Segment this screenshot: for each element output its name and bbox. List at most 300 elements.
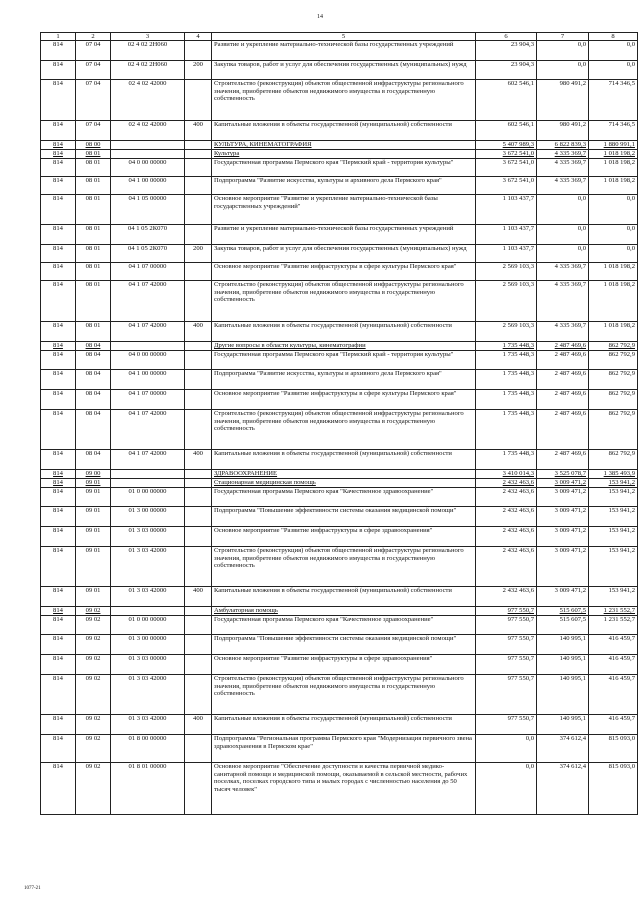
table-cell: 4 335 369,7 — [537, 177, 589, 195]
table-cell: 814 — [41, 470, 76, 479]
table-cell: Строительство (реконструкция) объектов общественной инфраструктуры регионального значения, приобретение объектов недвижимого имущества в государственную собственность — [212, 675, 476, 715]
table-cell: 814 — [41, 351, 76, 370]
table-cell: 1 735 448,3 — [476, 370, 537, 390]
table-cell: 814 — [41, 607, 76, 616]
table-cell: 862 792,9 — [589, 410, 638, 450]
table-row — [41, 177, 638, 195]
table-cell: 2 487 469,6 — [537, 342, 589, 351]
table-cell: 3 672 541,0 — [476, 177, 537, 195]
table-cell: 814 — [41, 177, 76, 195]
table-cell — [111, 470, 185, 479]
table-cell: 153 941,2 — [589, 527, 638, 547]
table-cell: 814 — [41, 195, 76, 225]
table-row — [41, 61, 638, 80]
table-cell: 4 335 369,7 — [537, 281, 589, 322]
table-cell: Подпрограмма "Развитие искусства, культуры и архивного дела Пермского края" — [212, 370, 476, 390]
table-cell — [185, 607, 212, 616]
table-cell: 2 487 469,6 — [537, 351, 589, 370]
table-cell — [185, 41, 212, 61]
table-cell: 01 8 00 00000 — [111, 735, 185, 763]
table-row — [41, 635, 638, 655]
table-cell: 416 459,7 — [589, 675, 638, 715]
table-cell: 01 0 00 00000 — [111, 616, 185, 635]
table-cell — [185, 735, 212, 763]
table-cell — [185, 141, 212, 150]
table-cell: 515 607,5 — [537, 616, 589, 635]
table-row — [41, 547, 638, 587]
table-cell: 515 607,5 — [537, 607, 589, 616]
table-cell — [185, 150, 212, 159]
table-row — [41, 675, 638, 715]
table-cell — [111, 607, 185, 616]
table-row — [41, 735, 638, 763]
table-cell: 2 487 469,6 — [537, 370, 589, 390]
table-cell: 01 0 00 00000 — [111, 488, 185, 507]
table-cell: 01 3 03 42000 — [111, 715, 185, 735]
table-cell: Строительство (реконструкция) объектов общественной инфраструктуры регионального значения, приобретение объектов недвижимого имущества в государственную собственность — [212, 281, 476, 322]
table-row — [41, 607, 638, 616]
table-cell — [185, 351, 212, 370]
table-cell: 3 410 014,3 — [476, 470, 537, 479]
table-cell: 1 103 437,7 — [476, 225, 537, 245]
table-cell: 140 995,1 — [537, 655, 589, 675]
table-cell: 09 01 — [76, 479, 111, 488]
table-cell: 1 385 493,9 — [589, 470, 638, 479]
table-cell: 23 904,3 — [476, 61, 537, 80]
table-row — [41, 587, 638, 607]
table-cell: 400 — [185, 450, 212, 470]
table-cell: 862 792,9 — [589, 342, 638, 351]
table-cell: 09 01 — [76, 527, 111, 547]
table-cell: 814 — [41, 263, 76, 281]
table-cell: 08 00 — [76, 141, 111, 150]
table-cell: 3 672 541,0 — [476, 150, 537, 159]
table-cell: 977 550,7 — [476, 616, 537, 635]
table-cell: 1 735 448,3 — [476, 351, 537, 370]
table-cell: 04 1 00 00000 — [111, 370, 185, 390]
table-cell — [111, 479, 185, 488]
table-cell: 08 04 — [76, 450, 111, 470]
table-cell: 2 569 103,3 — [476, 322, 537, 342]
table-cell: 0,0 — [589, 61, 638, 80]
table-cell: 08 01 — [76, 281, 111, 322]
table-cell: 814 — [41, 150, 76, 159]
table-cell: 04 1 07 42000 — [111, 322, 185, 342]
table-cell: Основное мероприятие "Обеспечение доступности и качества первичной медико-санитарной помощи и медицинской помощи, оказываемой в сельской местности, рабочих поселках, поселках городского типа и малых городах с численностью населения до 50 тысяч человек" — [212, 763, 476, 815]
table-cell — [185, 159, 212, 177]
table-cell: 09 02 — [76, 655, 111, 675]
table-cell: 140 995,1 — [537, 675, 589, 715]
header-row — [41, 33, 638, 41]
table-cell: 5 407 989,3 — [476, 141, 537, 150]
table-cell — [185, 479, 212, 488]
table-cell — [185, 410, 212, 450]
table-cell: 2 487 469,6 — [537, 450, 589, 470]
table-cell: 09 02 — [76, 635, 111, 655]
table-row — [41, 410, 638, 450]
table-cell: 814 — [41, 735, 76, 763]
table-cell: Развитие и укрепление материально-технической базы государственных учреждений — [212, 225, 476, 245]
table-row — [41, 245, 638, 263]
table-cell — [185, 195, 212, 225]
table-cell — [185, 763, 212, 815]
table-cell: 815 093,0 — [589, 735, 638, 763]
table-cell: 04 0 00 00000 — [111, 351, 185, 370]
table-row — [41, 41, 638, 61]
table-cell: 01 8 01 00000 — [111, 763, 185, 815]
table-cell: 3 009 471,2 — [537, 479, 589, 488]
table-cell: Другие вопросы в области культуры, кинематографии — [212, 342, 476, 351]
table-cell: 07 04 — [76, 80, 111, 121]
table-cell: 0,0 — [537, 225, 589, 245]
table-cell: Государственная программа Пермского края "Качественное здравоохранение" — [212, 616, 476, 635]
header-cell: 5 — [212, 33, 476, 41]
table-cell: 814 — [41, 547, 76, 587]
table-cell — [185, 527, 212, 547]
table-cell: 08 04 — [76, 342, 111, 351]
table-row — [41, 263, 638, 281]
table-cell: 04 1 07 42000 — [111, 410, 185, 450]
table-cell: 814 — [41, 121, 76, 141]
table-cell: 1 735 448,3 — [476, 450, 537, 470]
table-cell: Государственная программа Пермского края "Качественное здравоохранение" — [212, 488, 476, 507]
table-cell: 01 3 03 42000 — [111, 587, 185, 607]
table-cell: 3 525 078,7 — [537, 470, 589, 479]
table-cell: 400 — [185, 322, 212, 342]
table-cell: 2 432 463,6 — [476, 479, 537, 488]
table-cell: 814 — [41, 410, 76, 450]
table-cell: 09 01 — [76, 547, 111, 587]
table-cell — [185, 616, 212, 635]
table-cell: Строительство (реконструкция) объектов общественной инфраструктуры регионального значения, приобретение объектов недвижимого имущества в государственную собственность — [212, 80, 476, 121]
table-row — [41, 655, 638, 675]
table-cell: 1 103 437,7 — [476, 245, 537, 263]
table-cell: 814 — [41, 159, 76, 177]
header-cell: 1 — [41, 33, 76, 41]
table-cell — [185, 655, 212, 675]
table-cell: 04 1 07 00000 — [111, 263, 185, 281]
table-row — [41, 141, 638, 150]
table-cell: Капитальные вложения в объекты государственной (муниципальной) собственности — [212, 322, 476, 342]
table-cell: 0,0 — [589, 245, 638, 263]
table-cell: 153 941,2 — [589, 547, 638, 587]
table-cell: 09 02 — [76, 675, 111, 715]
table-cell: Стационарная медицинская помощь — [212, 479, 476, 488]
table-cell: 714 346,5 — [589, 121, 638, 141]
table-cell: 815 093,0 — [589, 763, 638, 815]
table-cell: 09 01 — [76, 507, 111, 527]
table-cell: 153 941,2 — [589, 507, 638, 527]
table-cell: Развитие и укрепление материально-технической базы государственных учреждений — [212, 41, 476, 61]
table-cell: 862 792,9 — [589, 370, 638, 390]
table-cell: 0,0 — [537, 41, 589, 61]
table-cell: 08 01 — [76, 263, 111, 281]
table-cell: 1 018 198,2 — [589, 150, 638, 159]
table-cell: 814 — [41, 342, 76, 351]
header-cell: 8 — [589, 33, 638, 41]
table-cell: Основное мероприятие "Развитие инфраструктуры в сфере здравоохранения" — [212, 527, 476, 547]
table-cell: 01 3 03 42000 — [111, 675, 185, 715]
table-cell: 153 941,2 — [589, 488, 638, 507]
table-cell: 814 — [41, 479, 76, 488]
table-cell: Подпрограмма "Повышение эффективности системы оказания медицинской помощи" — [212, 507, 476, 527]
table-cell: 4 335 369,7 — [537, 322, 589, 342]
table-cell: Капитальные вложения в объекты государственной (муниципальной) собственности — [212, 450, 476, 470]
table-cell: 01 3 03 00000 — [111, 655, 185, 675]
table-row — [41, 479, 638, 488]
table-cell: 08 04 — [76, 390, 111, 410]
table-cell: 09 02 — [76, 763, 111, 815]
table-cell: 08 04 — [76, 351, 111, 370]
table-cell: 977 550,7 — [476, 635, 537, 655]
table-cell — [185, 225, 212, 245]
header-cell: 3 — [111, 33, 185, 41]
table-cell — [185, 470, 212, 479]
table-cell: 977 550,7 — [476, 607, 537, 616]
table-cell — [185, 635, 212, 655]
table-cell: 200 — [185, 245, 212, 263]
table-cell: 0,0 — [589, 195, 638, 225]
table-cell: 602 546,1 — [476, 80, 537, 121]
table-cell: 814 — [41, 715, 76, 735]
table-cell: 08 04 — [76, 370, 111, 390]
table-cell: 416 459,7 — [589, 715, 638, 735]
table-cell: 814 — [41, 322, 76, 342]
table-cell: 02 4 02 42000 — [111, 121, 185, 141]
table-cell: 1 735 448,3 — [476, 342, 537, 351]
table-cell: 814 — [41, 245, 76, 263]
table-cell: 04 1 00 00000 — [111, 177, 185, 195]
table-cell: 0,0 — [537, 195, 589, 225]
budget-table — [40, 32, 638, 815]
table-cell: 4 335 369,7 — [537, 159, 589, 177]
table-cell: 814 — [41, 655, 76, 675]
table-cell: 2 432 463,6 — [476, 587, 537, 607]
table-cell: 2 432 463,6 — [476, 488, 537, 507]
table-cell: Основное мероприятие "Развитие инфраструктуры в сфере культуры Пермского края" — [212, 390, 476, 410]
table-cell: 977 550,7 — [476, 675, 537, 715]
table-cell: 2 487 469,6 — [537, 410, 589, 450]
table-cell: 0,0 — [589, 225, 638, 245]
table-cell: 4 335 369,7 — [537, 150, 589, 159]
table-cell: 814 — [41, 225, 76, 245]
table-cell: 140 995,1 — [537, 715, 589, 735]
table-cell: Основное мероприятие "Развитие инфраструктуры в сфере культуры Пермского края" — [212, 263, 476, 281]
table-cell: 1 231 552,7 — [589, 616, 638, 635]
table-cell: 01 3 03 00000 — [111, 527, 185, 547]
table-cell: 2 432 463,6 — [476, 547, 537, 587]
table-cell: 09 02 — [76, 715, 111, 735]
table-cell: 814 — [41, 141, 76, 150]
table-cell: Закупка товаров, работ и услуг для обеспечения государственных (муниципальных) нужд — [212, 245, 476, 263]
table-row — [41, 488, 638, 507]
table-cell: 04 1 05 2К070 — [111, 225, 185, 245]
table-cell: 3 009 471,2 — [537, 488, 589, 507]
table-cell: ЗДРАВООХРАНЕНИЕ — [212, 470, 476, 479]
table-cell: 01 3 03 42000 — [111, 547, 185, 587]
table-row — [41, 470, 638, 479]
table-cell: 980 491,2 — [537, 121, 589, 141]
table-cell: 980 491,2 — [537, 80, 589, 121]
table-cell: 977 550,7 — [476, 715, 537, 735]
table-cell: 814 — [41, 488, 76, 507]
table-cell: 09 01 — [76, 488, 111, 507]
table-cell: 714 346,5 — [589, 80, 638, 121]
table-cell: Государственная программа Пермского края "Пермский край - территория культуры" — [212, 351, 476, 370]
table-cell: 1 018 198,2 — [589, 177, 638, 195]
table-cell: 09 01 — [76, 587, 111, 607]
table-cell: 814 — [41, 41, 76, 61]
table-cell — [185, 390, 212, 410]
table-cell: 0,0 — [476, 735, 537, 763]
table-cell: 0,0 — [476, 763, 537, 815]
table-cell — [185, 342, 212, 351]
table-cell: 1 735 448,3 — [476, 390, 537, 410]
table-cell: 3 009 471,2 — [537, 507, 589, 527]
table-cell: 814 — [41, 80, 76, 121]
table-cell: Основное мероприятие "Развитие инфраструктуры в сфере здравоохранения" — [212, 655, 476, 675]
header-cell: 7 — [537, 33, 589, 41]
table-cell: 6 822 839,3 — [537, 141, 589, 150]
table-cell: 4 335 369,7 — [537, 263, 589, 281]
table-cell: 3 009 471,2 — [537, 527, 589, 547]
table-cell: 814 — [41, 675, 76, 715]
table-cell: 02 4 02 42000 — [111, 80, 185, 121]
table-cell — [185, 263, 212, 281]
table-cell: 07 04 — [76, 41, 111, 61]
table-cell — [185, 80, 212, 121]
table-cell: 07 04 — [76, 121, 111, 141]
table-row — [41, 195, 638, 225]
table-cell: 2 487 469,6 — [537, 390, 589, 410]
table-cell: 08 01 — [76, 159, 111, 177]
table-row — [41, 370, 638, 390]
table-cell — [185, 370, 212, 390]
table-cell: 416 459,7 — [589, 655, 638, 675]
table-cell: 01 3 00 00000 — [111, 635, 185, 655]
table-cell: 153 941,2 — [589, 587, 638, 607]
table-row — [41, 527, 638, 547]
table-row — [41, 342, 638, 351]
table-row — [41, 763, 638, 815]
table-cell: Капитальные вложения в объекты государственной (муниципальной) собственности — [212, 587, 476, 607]
table-cell: 814 — [41, 281, 76, 322]
table-cell: 09 02 — [76, 735, 111, 763]
table-cell: 08 01 — [76, 245, 111, 263]
table-cell: 23 904,3 — [476, 41, 537, 61]
table-cell: КУЛЬТУРА, КИНЕМАТОГРАФИЯ — [212, 141, 476, 150]
table-cell: 814 — [41, 635, 76, 655]
table-cell: Подпрограмма "Развитие искусства, культуры и архивного дела Пермского края" — [212, 177, 476, 195]
table-cell: 602 546,1 — [476, 121, 537, 141]
table-row — [41, 715, 638, 735]
table-cell: 08 01 — [76, 322, 111, 342]
table-cell — [185, 177, 212, 195]
table-cell: 04 1 07 00000 — [111, 390, 185, 410]
table-cell: 02 4 02 2Н060 — [111, 61, 185, 80]
table-cell: 1 231 552,7 — [589, 607, 638, 616]
table-cell — [111, 150, 185, 159]
table-cell: 08 01 — [76, 150, 111, 159]
table-cell: 04 0 00 00000 — [111, 159, 185, 177]
header-cell: 2 — [76, 33, 111, 41]
table-cell: 814 — [41, 763, 76, 815]
table-row — [41, 507, 638, 527]
table-cell: 07 04 — [76, 61, 111, 80]
table-cell: 2 432 463,6 — [476, 527, 537, 547]
table-cell: 416 459,7 — [589, 635, 638, 655]
table-cell — [185, 675, 212, 715]
table-cell — [111, 342, 185, 351]
table-cell: 04 1 07 42000 — [111, 281, 185, 322]
table-row — [41, 281, 638, 322]
table-cell: 04 1 05 00000 — [111, 195, 185, 225]
table-cell — [185, 281, 212, 322]
table-cell: 977 550,7 — [476, 655, 537, 675]
table-cell: 1 103 437,7 — [476, 195, 537, 225]
table-cell: 400 — [185, 121, 212, 141]
table-cell: 04 1 05 2К070 — [111, 245, 185, 263]
table-cell: 1 018 198,2 — [589, 159, 638, 177]
table-cell: 0,0 — [537, 61, 589, 80]
table-row — [41, 616, 638, 635]
table-cell: Культура — [212, 150, 476, 159]
header-cell: 6 — [476, 33, 537, 41]
table-cell: 09 02 — [76, 616, 111, 635]
table-cell: Государственная программа Пермского края "Пермский край - территория культуры" — [212, 159, 476, 177]
table-cell: Подпрограмма "Повышение эффективности системы оказания медицинской помощи" — [212, 635, 476, 655]
page-number: 14 — [317, 14, 323, 20]
table-cell — [185, 488, 212, 507]
table-cell: Строительство (реконструкция) объектов общественной инфраструктуры регионального значения, приобретение объектов недвижимого имущества в государственную собственность — [212, 410, 476, 450]
table-cell: Амбулаторная помощь — [212, 607, 476, 616]
table-cell: 140 995,1 — [537, 635, 589, 655]
table-cell: Подпрограмма "Региональная программа Пермского края "Модернизация первичного звена здравоохранения в Пермском крае" — [212, 735, 476, 763]
table-cell: 09 02 — [76, 607, 111, 616]
table-cell: 02 4 02 2Н060 — [111, 41, 185, 61]
table-cell: Закупка товаров, работ и услуг для обеспечения государственных (муниципальных) нужд — [212, 61, 476, 80]
table-cell: 862 792,9 — [589, 351, 638, 370]
table-cell: 400 — [185, 715, 212, 735]
table-row — [41, 351, 638, 370]
table-row — [41, 121, 638, 141]
table-cell: 1 018 198,2 — [589, 281, 638, 322]
table-cell: 1 018 198,2 — [589, 263, 638, 281]
table-cell: 08 04 — [76, 410, 111, 450]
footer-code: 1077-21 — [24, 886, 41, 891]
table-row — [41, 225, 638, 245]
table-cell: 2 432 463,6 — [476, 507, 537, 527]
table-cell: 2 569 103,3 — [476, 281, 537, 322]
table-cell: 1 735 448,3 — [476, 410, 537, 450]
table-cell — [185, 507, 212, 527]
table-body — [41, 41, 638, 815]
table-cell: Капитальные вложения в объекты государственной (муниципальной) собственности — [212, 715, 476, 735]
table-cell: 04 1 07 42000 — [111, 450, 185, 470]
table-row — [41, 322, 638, 342]
header-cell: 4 — [185, 33, 212, 41]
table-cell: 3 009 471,2 — [537, 587, 589, 607]
table-cell: 08 01 — [76, 195, 111, 225]
table-row — [41, 390, 638, 410]
table-cell: 814 — [41, 390, 76, 410]
table-row — [41, 450, 638, 470]
table-cell: 814 — [41, 450, 76, 470]
table-cell: Капитальные вложения в объекты государственной (муниципальной) собственности — [212, 121, 476, 141]
table-cell: Основное мероприятие "Развитие и укрепление материально-технической базы государственных учреждений" — [212, 195, 476, 225]
table-cell: 374 612,4 — [537, 735, 589, 763]
table-cell: 400 — [185, 587, 212, 607]
